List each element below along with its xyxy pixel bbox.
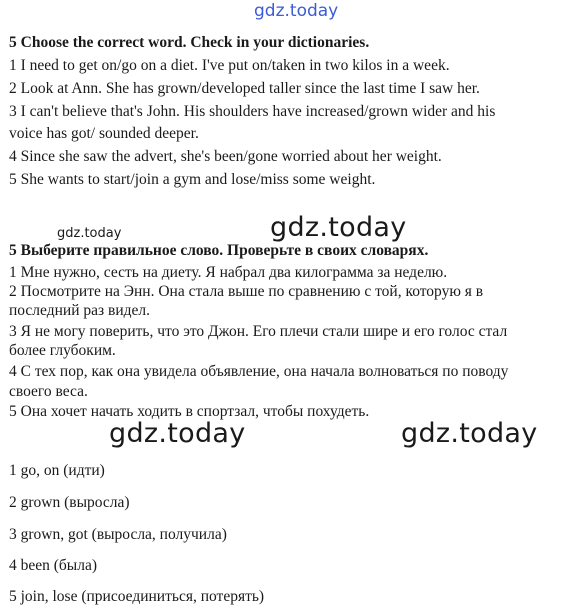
russian-line: 3 Я не могу поверить, что это Джон. Его плечи стали шире и его голос стал bbox=[9, 323, 508, 340]
watermark-top: gdz.today bbox=[254, 1, 339, 21]
english-line: 1 I need to get on/go on a diet. I've put on/taken in two kilos in a week. bbox=[9, 57, 450, 74]
russian-line: 5 Она хочет начать ходить в спортзал, чтобы похудеть. bbox=[9, 403, 370, 420]
answer-line: 1 go, on (идти) bbox=[9, 462, 105, 479]
russian-heading: 5 Выберите правильное слово. Проверьте в своих словарях. bbox=[9, 242, 429, 259]
english-line: 2 Look at Ann. She has grown/developed taller since the last time I saw her. bbox=[9, 80, 480, 97]
russian-line: более глубоким. bbox=[9, 342, 116, 359]
russian-line: последний раз видел. bbox=[9, 302, 150, 319]
answer-line: 2 grown (выросла) bbox=[9, 494, 130, 511]
watermark-large: gdz.today bbox=[270, 212, 407, 243]
english-line: 5 She wants to start/join a gym and lose/miss some weight. bbox=[9, 171, 376, 188]
watermark-large: gdz.today bbox=[109, 418, 246, 449]
watermark-large: gdz.today bbox=[401, 418, 538, 449]
english-line: voice has got/ sounded deeper. bbox=[9, 125, 199, 142]
russian-line: 2 Посмотрите на Энн. Она стала выше по сравнению с той, которую я в bbox=[9, 283, 484, 300]
answer-line: 3 grown, got (выросла, получила) bbox=[9, 526, 227, 543]
russian-line: 1 Мне нужно, сесть на диету. Я набрал два килограмма за неделю. bbox=[9, 264, 448, 281]
answer-line: 4 been (была) bbox=[9, 557, 97, 574]
english-heading: 5 Choose the correct word. Check in your dictionaries. bbox=[9, 34, 370, 51]
watermark-small: gdz.today bbox=[57, 226, 122, 241]
russian-line: 4 С тех пор, как она увидела объявление, она начала волноваться по поводу bbox=[9, 363, 509, 380]
russian-line: своего веса. bbox=[9, 383, 88, 400]
answer-line: 5 join, lose (присоединиться, потерять) bbox=[9, 588, 265, 605]
english-line: 3 I can't believe that's John. His shoulders have increased/grown wider and his bbox=[9, 103, 496, 120]
english-line: 4 Since she saw the advert, she's been/gone worried about her weight. bbox=[9, 148, 442, 165]
